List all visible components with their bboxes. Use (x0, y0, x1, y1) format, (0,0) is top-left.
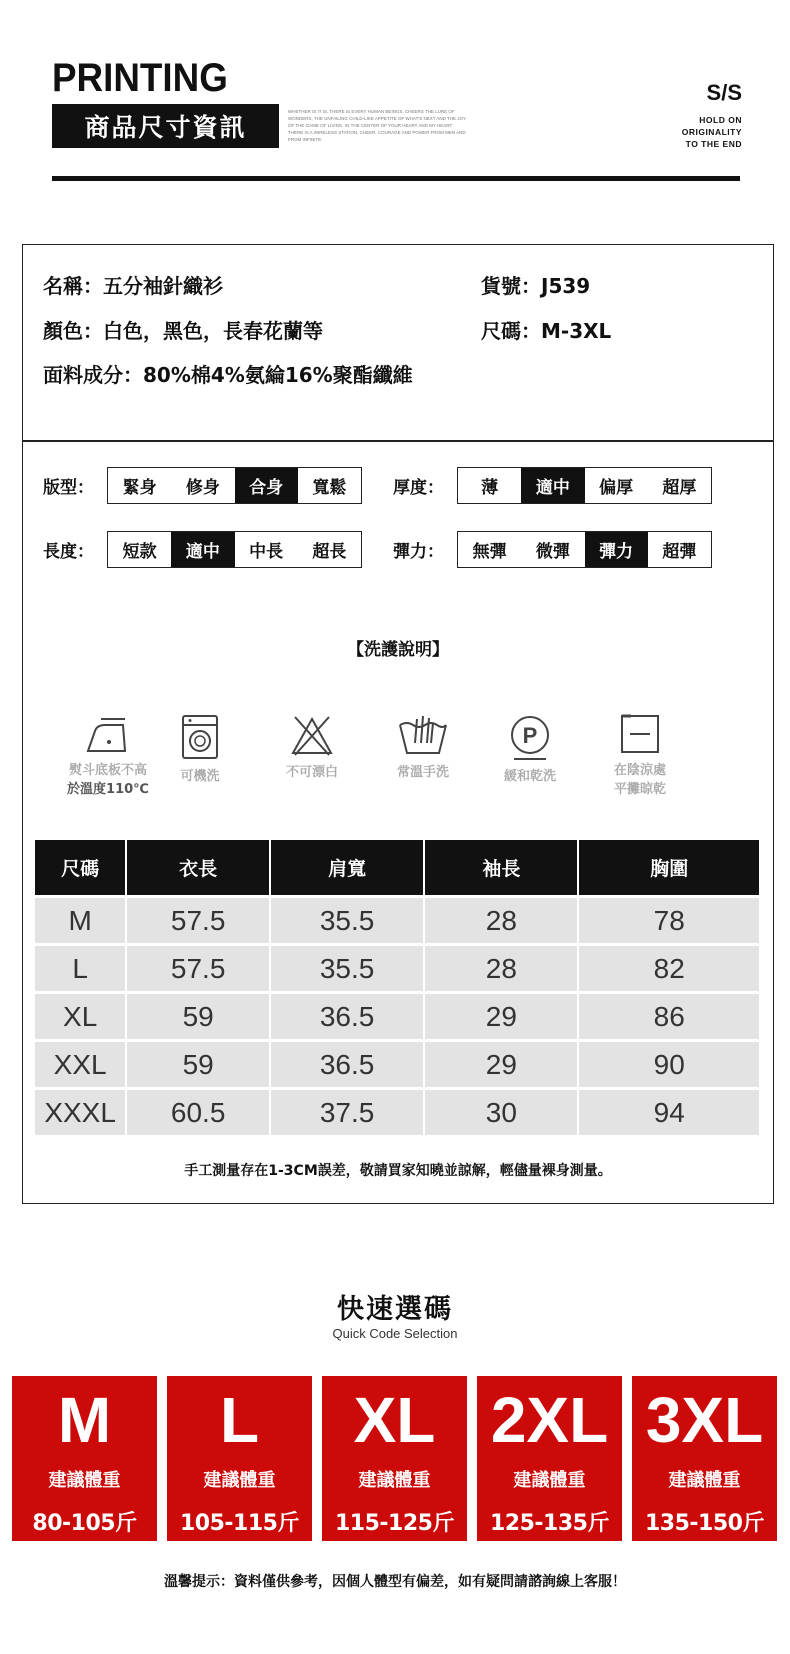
length-label: 長度： (43, 542, 94, 562)
iron-icon (85, 713, 131, 755)
care-item (257, 713, 367, 782)
card-weight: 125-135斤 (490, 1511, 609, 1536)
dry-clean-icon (508, 713, 552, 761)
column-header: 袖長 (425, 840, 577, 895)
table-cell: 59 (127, 1042, 269, 1087)
table-cell: 90 (579, 1042, 759, 1087)
table-cell: 59 (127, 994, 269, 1039)
size-card-xl (322, 1376, 467, 1541)
product-sizes: 尺碼：M-3XL (481, 319, 612, 343)
washing-machine-icon (180, 713, 220, 761)
card-weight: 115-125斤 (335, 1511, 454, 1536)
page-title: PRINTING (52, 56, 228, 100)
size-card-l (167, 1376, 312, 1541)
table-cell: 82 (579, 946, 759, 991)
care-caption-line: 平攤晾乾 (613, 782, 666, 797)
measurement-note: 手工測量存在1-3CM誤差，敬請買家知曉並諒解，輕儘量裸身測量。 (184, 1163, 612, 1179)
card-weight: 105-115斤 (180, 1511, 299, 1536)
product-colors: 顏色：白色，黑色，長春花蘭等 (43, 319, 323, 343)
table-cell: 86 (579, 994, 759, 1039)
thickness-label: 厚度： (393, 478, 444, 498)
hand-wash-icon (397, 713, 449, 757)
fit-option: 修身 (185, 478, 220, 498)
table-cell: L (35, 946, 125, 991)
care-item (368, 713, 478, 782)
care-caption (475, 767, 585, 786)
fit-label: 版型： (43, 478, 94, 498)
thickness-selector (457, 467, 712, 504)
line-dry-shade-icon (619, 713, 661, 755)
fit-option: 寬鬆 (312, 478, 347, 498)
season-label: S/S (706, 80, 742, 105)
elasticity-option: 無彈 (472, 542, 507, 562)
card-size: XL (353, 1384, 436, 1456)
care-caption-line: 熨斗底板不高 (68, 763, 147, 778)
card-size: L (219, 1384, 260, 1456)
table-cell: XXL (35, 1042, 125, 1087)
care-caption-line: 緩和乾洗 (503, 769, 556, 784)
care-caption (145, 767, 255, 786)
care-caption (585, 761, 695, 799)
table-row (35, 1042, 759, 1087)
care-caption-line: 可機洗 (180, 769, 220, 784)
card-size: M (57, 1384, 112, 1456)
table-cell: 94 (579, 1090, 759, 1135)
care-caption-line: 不可漂白 (285, 765, 338, 780)
care-caption-line: 於溫度110℃ (67, 782, 149, 797)
table-cell: 78 (579, 898, 759, 943)
care-item (585, 713, 695, 799)
tagline-line: ORIGINALITY (681, 127, 742, 137)
card-label: 建議體重 (48, 1470, 121, 1491)
product-info-box (22, 244, 774, 1204)
elasticity-option-selected: 彈力 (585, 532, 648, 567)
card-label: 建議體重 (668, 1470, 741, 1491)
table-cell: 36.5 (271, 994, 423, 1039)
product-fabric: 面料成分：80%棉4%氨綸16%聚酯纖維 (43, 363, 413, 387)
thickness-option-selected: 適中 (521, 468, 584, 503)
care-item (475, 713, 585, 786)
length-option: 短款 (122, 542, 157, 562)
card-label: 建議體重 (513, 1470, 586, 1491)
fit-option: 緊身 (122, 478, 157, 498)
size-table (33, 837, 761, 1138)
care-item (145, 713, 255, 786)
table-cell: 57.5 (127, 946, 269, 991)
decorative-paragraph: WHETHER IS IT IS, THERE IS EVERY HUMAN BEINGS. CHEERS THE LURE OF WONDERS, THE UNFAILING CHILD-LIKE APPETITE OF WHAT'S NEXT AND THE JOY OF THE GAME OF LIVING. IN THE CENTER OF YOUR HEART AND MY HEART THERE IS A WIRELESS STATION, CHEER, COURAGE AND POWER FROM MEN AND FROM INFINITE. (288, 109, 466, 142)
thickness-option: 薄 (481, 478, 499, 498)
card-label: 建議體重 (203, 1470, 276, 1491)
size-info-banner: 商品尺寸資訊 (52, 104, 279, 148)
fit-selector (107, 467, 362, 504)
table-header-row (35, 840, 759, 895)
table-cell: 29 (425, 1042, 577, 1087)
elasticity-label: 彈力： (393, 542, 444, 562)
quick-select-subtitle: Quick Code Selection (332, 1326, 458, 1341)
elasticity-selector (457, 531, 712, 568)
table-cell: 28 (425, 898, 577, 943)
table-cell: 57.5 (127, 898, 269, 943)
no-bleach-icon (289, 713, 335, 757)
care-caption-line: 常溫手洗 (396, 765, 449, 780)
table-row (35, 898, 759, 943)
table-cell: 37.5 (271, 1090, 423, 1135)
table-row (35, 946, 759, 991)
card-weight: 135-150斤 (645, 1511, 764, 1536)
thickness-option: 偏厚 (599, 478, 634, 498)
size-card-2xl (477, 1376, 622, 1541)
table-cell: 35.5 (271, 898, 423, 943)
header-divider (52, 176, 740, 181)
tagline-line: TO THE END (685, 139, 742, 149)
quick-select-title: 快速選碼 (337, 1294, 453, 1325)
column-header: 衣長 (127, 840, 269, 895)
care-caption (257, 763, 367, 782)
product-sku: 貨號：J539 (481, 274, 591, 298)
length-option: 中長 (249, 542, 284, 562)
table-cell: XL (35, 994, 125, 1039)
table-cell: M (35, 898, 125, 943)
length-selector (107, 531, 362, 568)
care-caption-line: 在陰涼處 (613, 763, 666, 778)
column-header: 肩寬 (271, 840, 423, 895)
card-weight: 80-105斤 (32, 1511, 137, 1536)
product-name: 名稱：五分袖針織衫 (43, 274, 223, 298)
care-caption (368, 763, 478, 782)
tagline-line: HOLD ON (699, 115, 742, 125)
card-label: 建議體重 (358, 1470, 431, 1491)
length-option-selected: 適中 (171, 532, 234, 567)
card-size: 3XL (645, 1384, 764, 1456)
card-size: 2XL (490, 1384, 609, 1456)
care-title: 【洗護說明】 (347, 640, 449, 660)
reminder-note: 溫馨提示：資料僅供參考，因個人體型有偏差，如有疑問請諮詢線上客服！ (164, 1574, 626, 1590)
section-divider (23, 440, 773, 442)
size-card-m (12, 1376, 157, 1541)
table-row (35, 994, 759, 1039)
column-header: 胸圍 (579, 840, 759, 895)
size-card-3xl (632, 1376, 777, 1541)
table-cell: 35.5 (271, 946, 423, 991)
table-cell: 28 (425, 946, 577, 991)
table-row (35, 1090, 759, 1135)
column-header: 尺碼 (35, 840, 125, 895)
elasticity-option: 超彈 (662, 542, 697, 562)
table-cell: 36.5 (271, 1042, 423, 1087)
table-cell: 29 (425, 994, 577, 1039)
table-cell: 30 (425, 1090, 577, 1135)
svg-text:P: P (522, 723, 538, 748)
thickness-option: 超厚 (662, 478, 697, 498)
table-cell: XXXL (35, 1090, 125, 1135)
table-cell: 60.5 (127, 1090, 269, 1135)
length-option: 超長 (312, 542, 347, 562)
elasticity-option: 微彈 (535, 542, 570, 562)
fit-option-selected: 合身 (235, 468, 298, 503)
tagline (682, 114, 742, 150)
